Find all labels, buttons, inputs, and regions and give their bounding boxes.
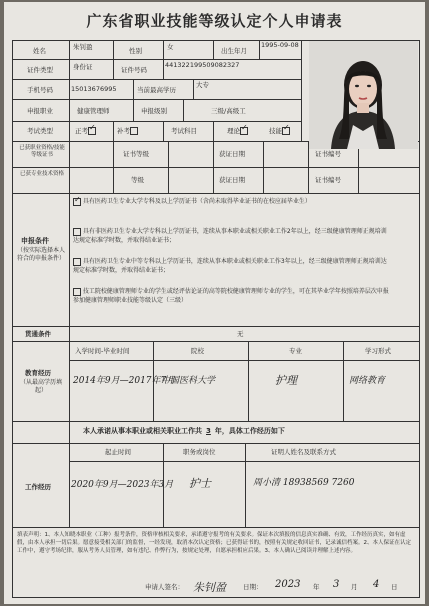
exam-first-option[interactable] [75,127,96,135]
condition-2-text: 具有非医药卫生专业大学专科以上学历证书，连续从事本职业或相关职业工作2年以上，经三级健康管理师正规培训达规定标准学时数，并取得结业证书； [73,228,387,244]
skill-checkbox[interactable] [282,127,290,135]
work-row-position: 护士 [189,477,211,490]
condition-1-checkbox[interactable] [73,198,81,206]
condition-item-4[interactable] [73,287,389,305]
date-day-suffix: 日 [391,583,398,591]
exam-retake-text: 补考 [117,127,130,135]
cert-number-label: 证书编号 [315,150,341,158]
edu-header-period: 入学时间-毕业时间 [75,347,130,355]
form-grid [12,40,420,598]
work-label: 工作经历 [25,483,51,491]
date-year: 2023 [275,579,301,590]
education-label: 教育经历 [25,369,51,377]
exam-subject-label: 考试科目 [171,127,197,135]
date-year-suffix: 年 [313,583,320,591]
commitment-prefix: 本人承诺从事本职业或相关职业工作共 [83,427,202,435]
tech-number-label: 证书编号 [315,176,341,184]
exam-first-checkbox[interactable] [88,127,96,135]
education-level-label: 当前最高学历 [137,86,176,94]
id-number-value: 441322199509082327 [165,61,240,69]
date-month: 3 [333,579,340,590]
exam-retake-checkbox[interactable] [130,127,138,135]
apply-level-label: 申报级别 [141,107,167,115]
occupation-label: 申报职业 [27,107,53,115]
condition-4-text: 技工院校健康管理师专业的学生或经评估论证的高等院校健康管理师专业的学生，可在其毕业学年按照培养层次申报参加健康管理师职业技能等级认定（三级） [73,288,389,304]
exam-retake-option[interactable] [117,127,138,135]
commitment-suffix: 年，具体工作经历如下 [214,427,285,435]
id-type-value: 身份证 [73,63,93,71]
cert-level-label: 证书等级 [123,150,149,158]
apply-level-value: 三级/高级工 [211,107,246,115]
occupation-value: 健康管理师 [77,107,110,115]
edu-row-mode: 网络教育 [349,376,386,386]
declaration-text: 填表声明：1、本人知晓本职业（工种）报考条件，资格审核相关要求，承诺遵守报考的有关要求。保证本次填报的信息真实准确、有效，工作经历真实，如有虚假，由本人承担一切后果。愿意接受相关部门的监督，一经发现，取消本次认定资格；已获得证书的，按照有关规定收回证书，记录诚信档案。2、本人保证在认定工作中，遵守考场纪律，服从考务人员管理，如有违纪、作弊行为，按规定处理，自愿承担相应后果。3、本人确认已阅读并理解上述内容。 [17,532,412,554]
work-row-period: 2020年9月—2023年3月 [71,480,174,490]
edu-header-mode: 学习形式 [365,347,391,355]
work-header-reference: 证明人姓名及联系方式 [271,448,336,456]
phone-label: 手机号码 [27,86,53,94]
date-day: 4 [373,579,380,590]
commitment-years: 3 [206,427,211,435]
applicant-photo [309,41,418,149]
gender-label: 性别 [129,47,142,55]
condition-2-checkbox[interactable] [73,228,81,236]
application-form [4,2,425,604]
birth-value: 1995-09-08 [261,41,299,49]
birth-label: 出生年月 [221,47,247,55]
edu-header-major: 专业 [289,347,302,355]
penalty-value: 无 [237,330,244,338]
cert-date-label: 获证日期 [219,150,245,158]
condition-3-text: 具有医药卫生专业中等专科以上学历证书，连续从事本职业或相关职业工作3年以上，经三级健康管理师正规培训达规定标准学时数，并取得结业证书； [73,258,387,274]
form-title: 广东省职业技能等级认定个人申请表 [86,12,343,30]
work-header-position: 职务或岗位 [183,448,216,456]
edu-row-school: 中国医科大学 [161,376,216,386]
date-month-suffix: 月 [351,583,358,591]
tech-date-label: 获证日期 [219,176,245,184]
theory-text: 理论 [227,127,240,135]
conditions-sublabel: （按实际选择本人符合的申报条件） [17,247,66,262]
commitment-line [83,427,285,435]
applicant-signature-label: 申请人签名： [145,583,184,591]
education-sublabel: （从最高学历填起） [19,379,62,394]
condition-item-3[interactable] [73,257,389,275]
condition-item-2[interactable] [73,227,389,245]
exam-first-text: 正考 [75,127,88,135]
condition-4-checkbox[interactable] [73,288,81,296]
portrait-image [309,41,418,149]
gender-value: 女 [167,43,174,51]
name-label: 姓名 [33,47,46,55]
id-type-label: 证件类型 [27,66,53,74]
tech-title-label: 已获专业技术资格 [19,171,64,177]
name-value: 朱钊盈 [73,43,93,51]
exam-type-label: 考试类型 [27,127,53,135]
edu-header-school: 院校 [191,347,204,355]
id-number-label: 证件号码 [121,66,147,74]
phone-value: 15013676995 [71,85,117,93]
skill-option[interactable] [269,127,290,135]
held-cert-label: 已获职业资格/技能等级证书 [19,145,65,158]
applicant-signature: 朱钊盈 [193,581,226,594]
edu-row-major: 护理 [275,374,297,387]
education-level-value: 大专 [196,81,209,89]
skill-text: 技能 [269,127,282,135]
work-row-reference: 周小清 18938569 7260 [253,478,355,488]
theory-option[interactable] [227,127,248,135]
condition-item-1[interactable] [73,197,389,206]
date-label: 日期： [243,583,263,591]
theory-checkbox[interactable] [240,127,248,135]
work-header-period: 起止时间 [105,448,131,456]
penalty-label: 贯通条件 [25,330,51,338]
conditions-label: 申报条件 [21,237,49,245]
condition-3-checkbox[interactable] [73,258,81,266]
tech-level-label: 等级 [131,176,144,184]
condition-1-text: 具有医药卫生专业大学专科及以上学历证书（含尚未取得毕业证书的在校应届毕业生） [82,198,311,205]
edu-row-period: 2014年9月—2017年7月 [73,376,176,386]
